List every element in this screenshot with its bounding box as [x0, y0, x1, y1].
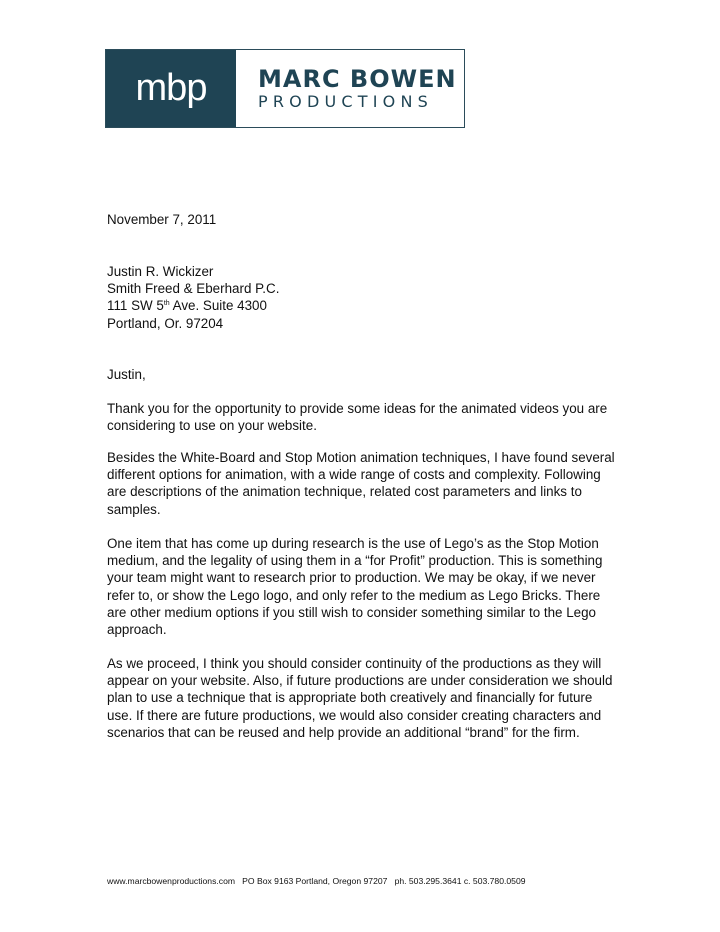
logo-line-1: MARC BOWEN — [258, 64, 457, 93]
letter-date: November 7, 2011 — [107, 212, 217, 227]
recipient-company: Smith Freed & Eberhard P.C. — [107, 281, 280, 297]
recipient-address — [107, 263, 617, 332]
body-paragraph: One item that has come up during research is the use of Lego’s as the Stop Motion medium, and the legality of using them in a “for Profit” production. This is something your team might want to research prior to production. We may be okay, if we never refer to, or show the Lego logo, and only refer to the medium as Lego Bricks. There are other medium options if you still wish to consider something similar to the Lego approach. — [107, 536, 603, 638]
street-ordinal: th — [163, 300, 170, 308]
street-number: 111 SW 5 — [107, 298, 164, 314]
recipient-street — [107, 297, 617, 314]
body-paragraph: Besides the White-Board and Stop Motion animation techniques, I have found several different options for animation, with a wide range of costs and complexity. Following are descriptions of the animation technique, related cost parameters and links to samples. — [107, 450, 615, 517]
letterhead-footer: www.marcbowenproductions.com PO Box 9163 Portland, Oregon 97207 ph. 503.295.3641 c. 503.780.0509 — [107, 876, 526, 886]
company-logo — [105, 49, 465, 128]
letter-greeting: Justin, — [107, 367, 146, 382]
logo-mark: mbp — [106, 50, 236, 127]
logo-line-2: PRODUCTIONS — [258, 91, 433, 111]
street-suffix: Ave. Suite 4300 — [169, 298, 267, 314]
recipient-city: Portland, Or. 97204 — [107, 315, 224, 331]
body-paragraph: Thank you for the opportunity to provide some ideas for the animated videos you are considering to use on your website. — [107, 401, 608, 434]
body-paragraph: As we proceed, I think you should consider continuity of the productions as they will appear on your website. Also, if future productions are under consideration we should plan to use a technique that is appropriate both creatively and financially for future use. If there are future productions, we would also consider creating characters and scenarios that can be reused and help provide an additional “brand” for the firm. — [107, 656, 613, 740]
recipient-name: Justin R. Wickizer — [107, 264, 214, 279]
logo-wordmark — [236, 50, 464, 127]
